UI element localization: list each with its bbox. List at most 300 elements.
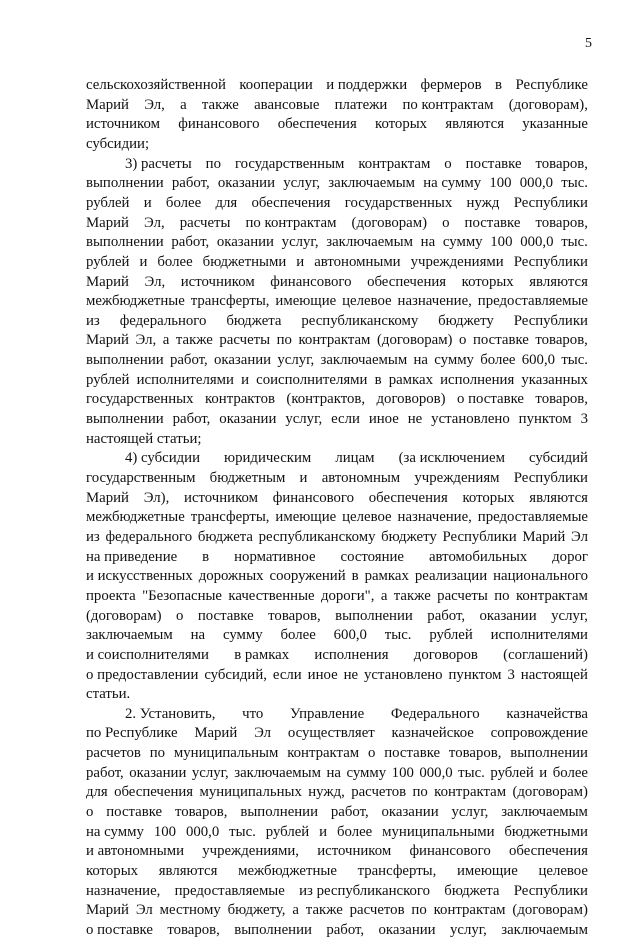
word: более [552, 764, 588, 781]
word: пунктом [518, 411, 572, 428]
text-line [86, 410, 588, 429]
word: сумму [222, 627, 263, 644]
text-line [86, 783, 588, 802]
word: и [296, 253, 305, 270]
word: дорог [552, 548, 588, 565]
word: лицам [335, 450, 375, 467]
word: оказании [378, 921, 436, 938]
text-line [86, 292, 588, 311]
word: автомобильных [428, 548, 528, 565]
word: контрактам [433, 902, 506, 919]
word: субсидии; [86, 135, 150, 152]
word: 100 [153, 823, 177, 840]
word: 000,0 [419, 764, 453, 781]
word: пунктом [448, 666, 502, 683]
word: которых [375, 116, 428, 133]
text-line [86, 587, 588, 606]
word: (договорам) [86, 607, 162, 624]
text-line [86, 666, 588, 685]
word: из республиканского [299, 882, 431, 899]
word: работ, [171, 234, 210, 251]
word: товаров, [167, 921, 220, 938]
word: работ, [427, 607, 466, 624]
word: выполнении [510, 745, 588, 762]
text-line [86, 253, 588, 272]
word: которых [461, 273, 514, 290]
word: рамках [364, 568, 409, 585]
word: заключаемым [501, 921, 588, 938]
word: осуществляет [287, 725, 375, 742]
word: контрактам [287, 745, 360, 762]
word: Эл, [144, 96, 165, 113]
text-line [86, 528, 588, 547]
word: оказании [381, 804, 439, 821]
word: целевое [342, 509, 392, 526]
word: заключаемым [234, 764, 321, 781]
word: качественные [228, 587, 315, 604]
word: казначейства [506, 705, 588, 722]
word: тыс. [561, 234, 588, 251]
word: автономными [314, 253, 401, 270]
word: сумму [434, 352, 474, 369]
word: более [157, 253, 193, 270]
word: в рамках [234, 646, 290, 663]
word: межбюджетные [86, 293, 185, 310]
word: Управление [289, 705, 365, 722]
word: и искусственных [86, 568, 193, 585]
word: имеющие [275, 293, 337, 310]
word: финансового [409, 843, 491, 860]
word: бюджетными [202, 253, 287, 270]
word: назначение, [86, 882, 161, 899]
word: являются [529, 489, 588, 506]
word: обеспечения [368, 489, 448, 506]
word: исполнения [440, 371, 515, 388]
word: также [305, 902, 343, 919]
word: расчетов [351, 784, 407, 801]
word: заключаемым [326, 234, 413, 251]
word: Республики [513, 882, 588, 899]
word: целевое [342, 293, 392, 310]
word: Марий [194, 725, 238, 742]
word: также [175, 332, 213, 349]
word: на [190, 627, 206, 644]
word: (договорам) [351, 214, 428, 231]
word: товаров, [535, 214, 588, 231]
word: и [299, 470, 308, 486]
text-line [86, 96, 588, 115]
word: Марий [86, 332, 129, 349]
word: услуг, [451, 804, 489, 821]
word: 000,0 [185, 823, 220, 840]
word: учреждениями, [202, 843, 300, 860]
word: сопровождение [490, 725, 588, 742]
word: Эл [571, 528, 588, 545]
word: выполнении [240, 804, 319, 821]
word: (соглашений) [503, 646, 588, 663]
word: обеспечения [114, 784, 194, 801]
word: из [86, 312, 100, 329]
word: если [331, 411, 360, 428]
text-line [86, 351, 588, 370]
word: Федерального [390, 705, 480, 722]
word: источником [317, 843, 392, 860]
word: контрактов [204, 391, 275, 408]
word: Марий [86, 96, 129, 113]
word: выполнении [86, 234, 164, 251]
word: субсидий [529, 450, 588, 467]
word: бюджету [438, 312, 494, 329]
word: назначение, [397, 509, 472, 526]
word: кооперации [239, 77, 313, 93]
word: рамках [388, 371, 433, 388]
text-line [86, 489, 588, 508]
word: иное [368, 411, 399, 428]
word: исполнителями [136, 371, 234, 388]
word: реализации [414, 568, 488, 585]
word: для [86, 784, 108, 801]
text-line [125, 705, 588, 724]
word: 100 [490, 234, 513, 251]
word: работ, [171, 175, 210, 192]
word: рублей [265, 823, 310, 840]
word: Марий [86, 214, 129, 231]
word: 600,0 [333, 627, 367, 644]
word: услуг, [277, 352, 315, 369]
word: 3 [507, 666, 515, 683]
word: о предоставлении [86, 666, 199, 683]
word: товаров, [268, 607, 321, 624]
word: рублей [86, 194, 130, 211]
text-line [86, 626, 588, 645]
word: государственных [86, 391, 194, 408]
word: Республике [515, 77, 588, 93]
word: более [336, 823, 373, 840]
word: по Республике [86, 725, 178, 742]
text-line [86, 803, 588, 822]
word: финансового [272, 489, 355, 506]
word: выполнении [234, 921, 312, 938]
word: федерального [119, 312, 207, 329]
word: а [292, 902, 299, 919]
word: установлено [364, 666, 443, 683]
word: о поставке [86, 921, 153, 938]
word: 4) субсидии [125, 450, 200, 467]
word: не [343, 666, 359, 683]
word: источником [184, 489, 259, 506]
word: фермеров [420, 77, 482, 93]
word: Республики [513, 470, 588, 486]
word: обеспечения [277, 116, 357, 133]
text-line [86, 862, 588, 881]
word: рублей [490, 764, 534, 781]
word: указанные [522, 116, 588, 133]
word: тыс. [561, 175, 588, 192]
text-line [86, 469, 588, 488]
word: выполнении [86, 352, 164, 369]
word: (за исключением [398, 450, 505, 467]
word: что [242, 705, 264, 722]
word: нормативное [234, 548, 316, 565]
text-line [86, 842, 588, 861]
word: муниципальным [173, 745, 279, 762]
word: 000,0 [519, 175, 554, 192]
word: которых [462, 489, 515, 506]
word: по [411, 902, 427, 919]
word: работ, [86, 764, 124, 781]
word: договоров [413, 646, 478, 663]
word: работ, [169, 352, 208, 369]
word: бюджету [381, 528, 437, 545]
word: тыс. [458, 764, 485, 781]
text-line [86, 724, 588, 743]
word: соисполнителями [256, 371, 368, 388]
word: 000,0 [520, 234, 554, 251]
word: заключаемым [328, 175, 416, 192]
word: являются [529, 273, 588, 290]
word: оказании [216, 234, 274, 251]
word: рублей [86, 253, 130, 270]
word: государственных [344, 194, 453, 211]
word: о поставке [457, 391, 524, 408]
word: бюджету, [227, 902, 286, 919]
word: оказании [129, 764, 187, 781]
word: являются [445, 116, 504, 133]
page-number: 5 [585, 36, 592, 51]
word: исполнителями [490, 627, 588, 644]
word: проекта [86, 587, 136, 604]
word: целевое [538, 863, 588, 879]
word: по [205, 155, 221, 172]
word: на [326, 764, 341, 781]
text-line [86, 901, 588, 920]
word: работ, [330, 804, 369, 821]
word: в [495, 77, 503, 93]
word: выполнении [86, 411, 164, 428]
word: и [319, 823, 328, 840]
word: 100 [391, 764, 414, 781]
word: и [139, 253, 148, 270]
word: договоров) [376, 391, 446, 408]
word: поставке [464, 214, 521, 231]
word: более [480, 352, 516, 369]
word: федерального [105, 528, 193, 545]
word: учреждениям [414, 470, 500, 486]
word: на сумму [423, 175, 482, 192]
word: сумму [346, 764, 387, 781]
word: (договорам) [512, 784, 588, 801]
word: Эл, [144, 273, 166, 290]
word: настоящей [520, 666, 588, 683]
word: поставке [384, 745, 441, 762]
word: и поддержки [326, 77, 408, 93]
text-line [86, 135, 588, 154]
word: Эл, [144, 214, 165, 231]
word: указанных [521, 371, 588, 388]
text-line [86, 744, 588, 763]
text-line [125, 155, 588, 174]
word: услуг, [283, 175, 321, 192]
word: поставке [197, 607, 254, 624]
word: оказании [219, 411, 277, 428]
word: рублей [86, 371, 130, 388]
word: а [180, 96, 187, 113]
word: Эл [254, 725, 272, 742]
word: предоставляемые [477, 293, 588, 310]
word: поставке [465, 155, 522, 172]
word: о [175, 607, 184, 624]
word: выполнении [86, 175, 164, 192]
word: контрактам [358, 155, 431, 172]
word: оказании [217, 175, 275, 192]
word: товаров, [174, 804, 228, 821]
text-line [86, 607, 588, 626]
word: контрактам [298, 332, 371, 349]
word: товаров, [535, 332, 588, 349]
word: более [280, 627, 316, 644]
word: трансферты, [190, 293, 270, 310]
word: учреждениями [410, 253, 504, 270]
word: и [143, 194, 152, 211]
word: Эл), [143, 489, 170, 506]
word: бюджета [197, 528, 253, 545]
word: рублей [429, 627, 473, 644]
word: обеспечения [251, 194, 331, 211]
word: более [165, 194, 202, 211]
word: государственным [86, 470, 196, 486]
text-line [86, 174, 588, 193]
word: в [351, 568, 359, 585]
word: предоставляемые [477, 509, 588, 526]
word: Эл [135, 902, 153, 919]
word: из [86, 528, 100, 545]
word: иное [307, 666, 338, 683]
word: Республики [513, 253, 588, 270]
text-line [86, 430, 588, 449]
word: которых [86, 863, 139, 879]
word: Марий [522, 528, 566, 545]
word: если [272, 666, 302, 683]
word: о [444, 155, 452, 172]
word: (договорам), [508, 96, 588, 113]
word: по [149, 745, 166, 762]
word: 3 [580, 411, 588, 428]
word: "Безопасные [142, 587, 223, 604]
text-line [86, 508, 588, 527]
word: по [412, 784, 428, 801]
word: являются [158, 863, 218, 879]
word: нужд [466, 194, 500, 211]
word: о [459, 332, 467, 349]
word: по [276, 332, 292, 349]
word: государственным [234, 155, 345, 172]
word: в [202, 548, 210, 565]
word: трансферты, [357, 863, 437, 879]
text-line [86, 115, 588, 134]
word: выполнении [335, 607, 413, 624]
word: межбюджетные [238, 863, 337, 879]
word: заключаемым [501, 804, 588, 821]
text-line [86, 548, 588, 567]
word: о [367, 745, 376, 762]
word: по [494, 587, 510, 604]
word: нужд, [308, 784, 345, 801]
word: о [442, 214, 450, 231]
text-line [86, 921, 588, 940]
word: и [241, 371, 249, 388]
word: контрактам [434, 784, 507, 801]
text-line [86, 214, 588, 233]
word: сумму [442, 234, 483, 251]
word: Марий [86, 902, 129, 919]
word: настоящей статьи; [86, 430, 202, 447]
text-line [86, 882, 588, 901]
word: казначейское [391, 725, 474, 742]
word: 2. Установить, [125, 705, 216, 722]
text-line [86, 194, 588, 213]
word: по контрактам [245, 214, 337, 231]
text-line [86, 233, 588, 252]
word: а [380, 587, 388, 604]
word: на [413, 352, 428, 369]
word: источником [86, 116, 160, 133]
word: имеющие [275, 509, 337, 526]
word: бюджетным [209, 470, 286, 486]
word: товаров, [535, 155, 588, 172]
text-line [86, 331, 588, 350]
word: также [393, 587, 431, 604]
word: Республики [513, 194, 588, 211]
word: бюджета [444, 882, 500, 899]
word: услуг, [191, 764, 229, 781]
word: также [201, 96, 239, 113]
word: на [420, 234, 436, 251]
word: республиканскому [258, 528, 376, 545]
text-line [86, 371, 588, 390]
text-line [86, 685, 588, 704]
word: в [374, 371, 382, 388]
word: обеспечения [367, 273, 447, 290]
text-line [86, 390, 588, 409]
word: платежи [334, 96, 388, 113]
word: автономным [321, 470, 401, 486]
word: услуг, [281, 234, 319, 251]
word: по контрактам [402, 96, 494, 113]
word: работ, [326, 921, 365, 938]
word: Марий [86, 273, 129, 290]
word: муниципальных [199, 784, 302, 801]
word: национального [493, 568, 588, 585]
word: для [215, 194, 238, 211]
word: местному [159, 902, 221, 919]
word: Республики [513, 312, 588, 329]
word: финансового [178, 116, 260, 133]
word: (договорам) [512, 902, 588, 919]
word: установлено [431, 411, 510, 428]
word: дорожных [198, 568, 264, 585]
word: расчеты [179, 214, 231, 231]
word: расчеты [437, 587, 488, 604]
text-line [86, 273, 588, 292]
word: муниципальными [382, 823, 495, 840]
word: статьи. [86, 686, 131, 703]
word: (договорам) [376, 332, 453, 349]
word: товаров, [535, 391, 588, 408]
word: Марий [86, 489, 129, 506]
word: тыс. [384, 627, 412, 644]
word: не [407, 411, 423, 428]
word: субсидий, [204, 666, 267, 683]
